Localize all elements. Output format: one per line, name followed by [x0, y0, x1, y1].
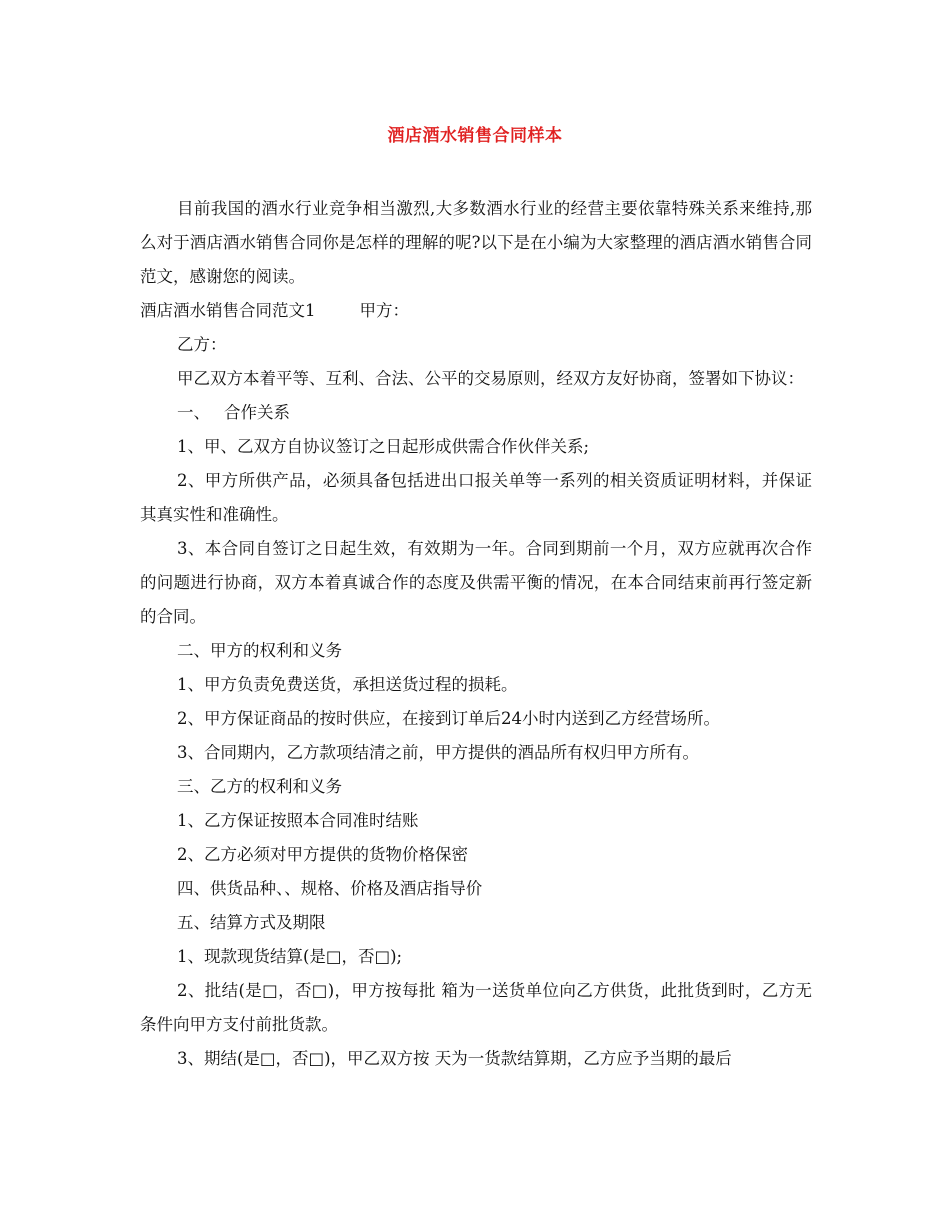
section-1-number: 一、	[177, 403, 210, 422]
section-5-item: 1、现款现货结算(是□，否□);	[177, 947, 403, 966]
section-5-item: 2、批结(是□，否□)，甲方按每批 箱为一送货单位向乙方供货，此批货到时，乙方无条件向甲方支付前批货款。	[140, 981, 812, 1034]
document-body	[140, 192, 812, 1076]
section-heading-3: 三、乙方的权利和义务	[177, 777, 342, 796]
section-5-item: 3、期结(是□，否□)，甲乙双方按 天为一货款结算期，乙方应予当期的最后	[177, 1049, 732, 1068]
section-heading-2: 二、甲方的权利和义务	[177, 641, 342, 660]
section-2-item: 2、甲方保证商品的按时供应，在接到订单后24小时内送到乙方经营场所。	[177, 709, 720, 728]
section-heading-5: 五、结算方式及期限	[177, 913, 326, 932]
sample-heading-line	[140, 294, 812, 328]
section-2-item: 3、合同期内，乙方款项结清之前，甲方提供的酒品所有权归甲方所有。	[177, 743, 699, 762]
intro-paragraph: 目前我国的酒水行业竞争相当激烈,大多数酒水行业的经营主要依靠特殊关系来维持,那么对于酒店酒水销售合同你是怎样的理解的呢?以下是在小编为大家整理的酒店酒水销售合同范文，感谢您的阅读。	[140, 199, 812, 286]
party-b-label: 乙方：	[177, 335, 227, 354]
sample-heading: 酒店酒水销售合同范文1	[140, 301, 316, 320]
section-1-item: 2、甲方所供产品，必须具备包括进出口报关单等一系列的相关资质证明材料，并保证其真实性和准确性。	[140, 471, 812, 524]
section-1-item: 1、甲、乙双方自协议签订之日起形成供需合作伙伴关系;	[177, 437, 590, 456]
preamble-paragraph: 甲乙双方本着平等、互利、合法、公平的交易原则，经双方友好协商，签署如下协议：	[177, 369, 804, 388]
section-1-item: 3、本合同自签订之日起生效，有效期为一年。合同到期前一个月，双方应就再次合作的问题进行协商，双方本着真诚合作的态度及供需平衡的情况，在本合同结束前再行签定新的合同。	[140, 539, 812, 626]
section-heading-1	[140, 396, 812, 430]
section-3-item: 1、乙方保证按照本合同准时结账	[177, 811, 419, 830]
section-1-title: 合作关系	[224, 403, 290, 422]
document-title: 酒店酒水销售合同样本	[387, 126, 563, 146]
section-3-item: 2、乙方必须对甲方提供的货物价格保密	[177, 845, 468, 864]
section-heading-4: 四、供货品种、、规格、价格及酒店指导价	[177, 879, 483, 898]
section-2-item: 1、甲方负责免费送货，承担送货过程的损耗。	[177, 675, 518, 694]
party-a-label: 甲方：	[359, 301, 409, 320]
